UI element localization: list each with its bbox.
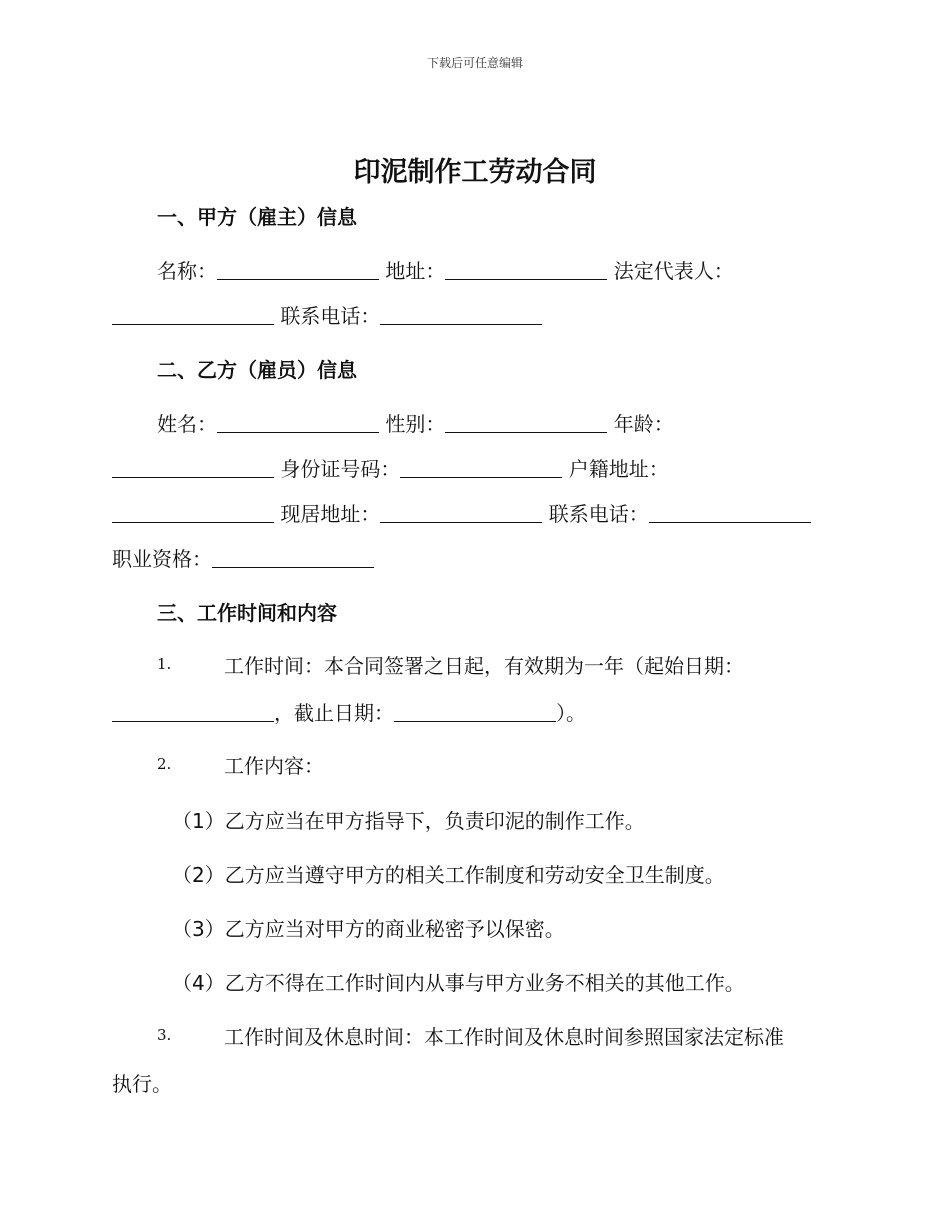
item1-dates-line [112, 697, 586, 726]
party-b-household-field[interactable] [112, 504, 274, 523]
item2-number: 2. [157, 755, 172, 773]
party-b-id-label: 身份证号码： [280, 457, 401, 481]
party-b-name-label: 姓名： [157, 412, 217, 436]
party-b-gender-field[interactable] [445, 414, 607, 433]
party-b-residence-label: 现居地址： [280, 502, 381, 526]
section2-heading: 二、乙方（雇员）信息 [157, 358, 357, 382]
item3-text: 工作时间及休息时间：本工作时间及休息时间参照国家法定标准 [224, 1025, 784, 1049]
item1-number: 1. [157, 655, 172, 673]
party-b-household-label: 户籍地址： [568, 457, 669, 481]
party-a-phone-field[interactable] [380, 306, 542, 325]
party-b-phone-field[interactable] [649, 504, 811, 523]
party-a-rep-label: 法定代表人： [613, 259, 734, 283]
party-a-address-label: 地址： [385, 259, 446, 283]
sub-item-3: （3）乙方应当对甲方的商业秘密予以保密。 [172, 917, 565, 941]
end-date-field[interactable] [394, 703, 556, 722]
sub-item-2: （2）乙方应当遵守甲方的相关工作制度和劳动安全卫生制度。 [172, 863, 725, 887]
item1-text: 工作时间：本合同签署之日起，有效期为一年（起始日期： [224, 654, 744, 678]
page-header: 下载后可任意编辑 [426, 56, 523, 70]
party-a-line2 [112, 300, 542, 329]
party-b-qualification-field[interactable] [212, 549, 374, 568]
party-b-name-field[interactable] [217, 414, 379, 433]
document-title: 印泥制作工劳动合同 [353, 157, 597, 188]
party-a-address-field[interactable] [445, 261, 607, 280]
party-b-line3 [112, 498, 811, 527]
item3-number: 3. [157, 1026, 172, 1044]
item1-end-text: ）。 [556, 701, 586, 725]
item2-text: 工作内容： [224, 754, 324, 778]
party-a-line1 [157, 255, 734, 284]
party-b-id-field[interactable] [400, 459, 562, 478]
party-b-qualification-label: 职业资格： [112, 547, 212, 571]
party-b-age-label: 年龄： [613, 412, 674, 436]
party-b-line1 [157, 408, 674, 437]
sub-item-4: （4）乙方不得在工作时间内从事与甲方业务不相关的其他工作。 [172, 971, 745, 995]
item1-mid-text: ，截止日期： [274, 701, 394, 725]
party-b-phone-label: 联系电话： [548, 502, 649, 526]
party-a-rep-field[interactable] [112, 306, 274, 325]
section1-heading: 一、甲方（雇主）信息 [157, 205, 357, 229]
party-b-line2 [112, 453, 669, 482]
start-date-field[interactable] [112, 703, 274, 722]
party-b-gender-label: 性别： [385, 412, 446, 436]
party-a-name-field[interactable] [217, 261, 379, 280]
party-a-name-label: 名称： [157, 259, 217, 283]
party-b-line4 [112, 543, 374, 572]
section3-heading: 三、工作时间和内容 [157, 601, 337, 625]
party-b-residence-field[interactable] [380, 504, 542, 523]
sub-item-1: （1）乙方应当在甲方指导下，负责印泥的制作工作。 [172, 809, 645, 833]
party-a-phone-label: 联系电话： [280, 304, 381, 328]
party-b-age-field[interactable] [112, 459, 274, 478]
item3-text-cont: 执行。 [112, 1072, 172, 1096]
